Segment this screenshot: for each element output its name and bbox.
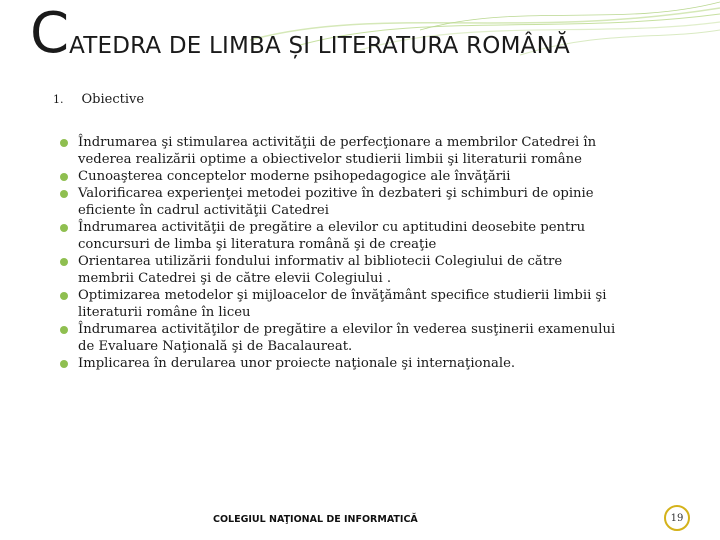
title-initial: C [30, 1, 70, 66]
list-item [60, 134, 670, 168]
footer-text: COLEGIUL NAŢIONAL DE INFORMATICĂ [213, 514, 418, 525]
objectives-list [60, 134, 670, 372]
bullet-icon [60, 190, 68, 198]
bullet-icon [60, 224, 68, 232]
bullet-icon [60, 292, 68, 300]
bullet-icon [60, 173, 68, 181]
bullet-icon [60, 360, 68, 368]
list-item [60, 168, 670, 185]
page-title [30, 1, 570, 66]
bullet-icon [60, 139, 68, 147]
item-line: Optimizarea metodelor şi mijloacelor de învăţământ specifice studierii limbii şi [78, 288, 607, 303]
item-line: Valorificarea experienţei metodei pozitive în dezbateri şi schimburi de opinie [78, 186, 594, 201]
section-heading [53, 92, 144, 107]
item-line: Îndrumarea activităţii de pregătire a elevilor cu aptitudini deosebite pentru [78, 220, 586, 235]
section-number: 1. [53, 93, 64, 106]
page-number: 19 [664, 505, 690, 531]
item-line: Implicarea în derularea unor proiecte naţionale şi internaţionale. [78, 356, 516, 371]
bullet-icon [60, 258, 68, 266]
list-item [60, 253, 670, 287]
item-line: Cunoaşterea conceptelor moderne psihopedagogice ale învăţării [78, 169, 511, 184]
item-line: vederea realizării optime a obiectivelor studierii limbii şi literaturii române [78, 152, 582, 167]
section-label: Obiective [81, 92, 145, 107]
item-line: concursuri de limba şi literatura română şi de creaţie [78, 237, 437, 252]
item-line: literaturii române în liceu [78, 305, 251, 320]
title-rest: ATEDRA DE LIMBA ȘI LITERATURA ROMÂNĂ [69, 33, 570, 59]
item-line: Îndrumarea activităţilor de pregătire a elevilor în vederea susţinerii examenului [78, 322, 616, 337]
list-item [60, 321, 670, 355]
item-line: membrii Catedrei şi de către elevii Colegiului . [78, 271, 392, 286]
item-line: Îndrumarea şi stimularea activităţii de perfecţionare a membrilor Catedrei în [78, 135, 597, 150]
item-line: de Evaluare Naţională şi de Bacalaureat. [78, 339, 353, 354]
bullet-icon [60, 326, 68, 334]
list-item [60, 219, 670, 253]
list-item [60, 287, 670, 321]
list-item [60, 355, 670, 372]
item-line: Orientarea utilizării fondului informativ al bibliotecii Colegiului de către [78, 254, 563, 269]
list-item [60, 185, 670, 219]
item-line: eficiente în cadrul activităţii Catedrei [78, 203, 329, 218]
